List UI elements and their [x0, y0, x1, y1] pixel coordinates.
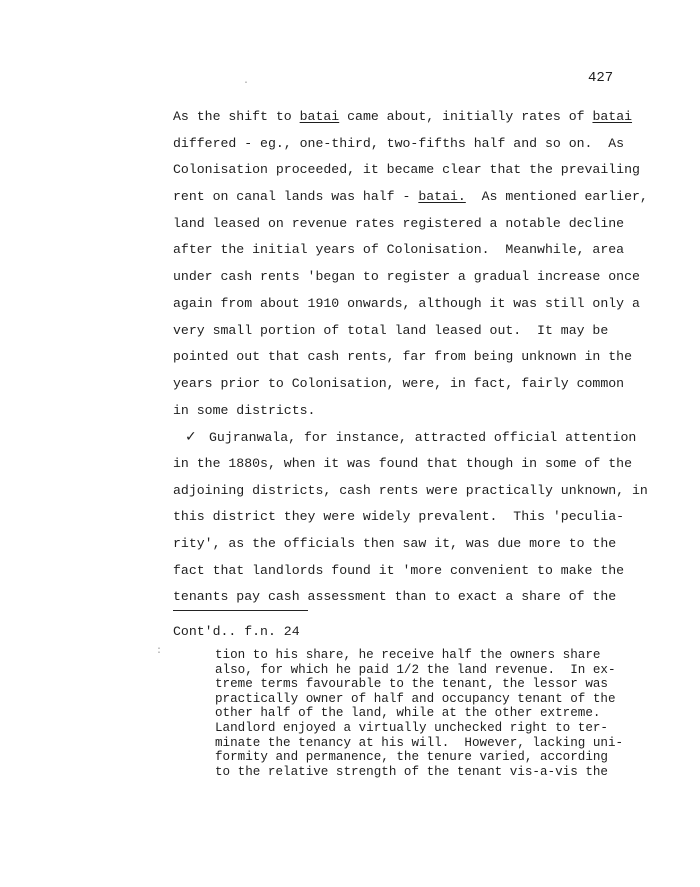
footnote-line: treme terms favourable to the tenant, the lessor was — [215, 677, 608, 692]
footnote-rule — [173, 610, 308, 611]
text-line — [173, 264, 655, 291]
text-segment: differed - eg., one-third, two-fifths half and so on. As — [173, 135, 625, 151]
check-mark-icon: ✓ — [185, 429, 197, 446]
text-segment: rity', as the officials then saw it, was due more to the — [173, 536, 617, 551]
text-segment: Colonisation proceeded, it became clear that the prevailing — [173, 162, 640, 178]
text-line — [173, 211, 655, 238]
underlined-term: batai — [592, 109, 633, 124]
text-line — [173, 451, 655, 478]
text-segment: tenants pay cash assessment than to exact a share of the — [173, 589, 617, 605]
text-segment: Gujranwala, for instance, attracted official attention — [209, 430, 637, 446]
text-line — [173, 531, 655, 558]
underlined-term: batai. — [418, 189, 466, 205]
text-line — [173, 157, 655, 184]
underlined-term: batai — [299, 109, 340, 124]
text-segment: under cash rents 'began to register a gradual increase once — [173, 269, 640, 285]
text-segment: in some districts. — [173, 402, 316, 418]
footnote-line: tion to his share, he receive half the owners share — [215, 648, 601, 662]
footnote-line: formity and permanence, the tenure varied, according — [215, 750, 608, 765]
footnote-line: also, for which he paid 1/2 the land revenue. In ex- — [215, 662, 616, 677]
text-line — [173, 504, 655, 531]
text-line — [173, 584, 655, 611]
text-line — [173, 184, 655, 211]
text-line — [173, 291, 655, 318]
text-segment: this district they were widely prevalent. This 'peculia- — [173, 509, 625, 525]
footnote-line: minate the tenancy at his will. However, lacking uni- — [215, 735, 624, 750]
footnote-line: Landlord enjoyed a virtually unchecked right to ter- — [215, 720, 608, 735]
text-segment: years prior to Colonisation, were, in fact, fairly common — [173, 375, 625, 391]
text-segment: came about, initially rates of — [339, 109, 593, 124]
footnote-line: to the relative strength of the tenant vis-a-vis the — [215, 764, 608, 779]
text-segment: pointed out that cash rents, far from being unknown in the — [173, 349, 632, 365]
text-segment: adjoining districts, cash rents were practically unknown, in — [173, 482, 648, 498]
text-segment: in the 1880s, when it was found that though in some of the — [173, 455, 632, 471]
text-line — [173, 318, 655, 345]
footnote-label: Cont'd.. f.n. 24 — [173, 624, 300, 639]
footnote-line: practically owner of half and occupancy tenant of the — [215, 691, 616, 706]
text-segment: rent on canal lands was half - — [173, 189, 419, 205]
stray-mark: : — [156, 646, 163, 657]
text-segment: after the initial years of Colonisation. Meanwhile, area — [173, 242, 625, 258]
text-segment: again from about 1910 onwards, although it was still only a — [173, 295, 640, 311]
text-segment: fact that landlords found it 'more convenient to make the — [173, 562, 625, 578]
footnote-text — [215, 648, 655, 779]
body-text — [173, 104, 655, 611]
text-line — [173, 131, 655, 158]
text-segment: As the shift to — [173, 109, 300, 124]
page-number: 427 — [588, 70, 614, 86]
text-segment: land leased on revenue rates registered a notable decline — [173, 215, 625, 231]
text-line — [173, 237, 655, 264]
text-line — [173, 398, 655, 425]
text-line — [173, 371, 655, 398]
footnote-line: other half of the land, while at the other extreme. — [215, 706, 601, 721]
text-line — [173, 478, 655, 505]
stray-mark: . — [243, 76, 250, 87]
text-line — [173, 558, 655, 585]
text-segment: As mentioned earlier, — [465, 189, 648, 205]
text-line — [173, 424, 655, 451]
text-line — [173, 344, 655, 371]
text-line — [173, 104, 655, 131]
text-segment: very small portion of total land leased out. It may be — [173, 322, 609, 338]
